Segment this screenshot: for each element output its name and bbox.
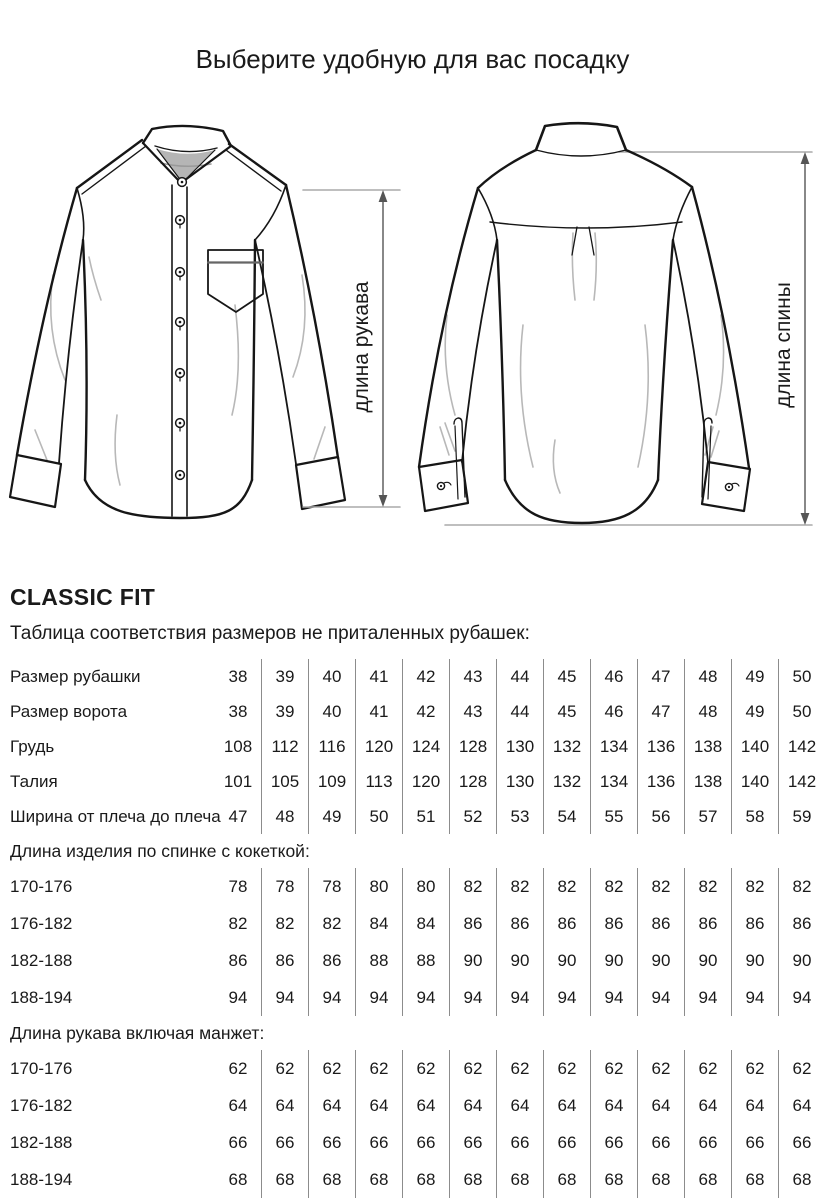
size-value-cell: 46: [590, 659, 637, 694]
size-value-cell: 56: [637, 799, 684, 834]
size-value-cell: 64: [637, 1087, 684, 1124]
table-row: [0, 1050, 825, 1087]
size-value-cell: 140: [731, 764, 778, 799]
size-value-cell: 82: [449, 868, 496, 905]
size-value-cell: 64: [261, 1087, 308, 1124]
size-value-cell: 66: [590, 1124, 637, 1161]
size-value-cell: 82: [543, 868, 590, 905]
table-row: [0, 979, 825, 1016]
size-value-cell: 68: [637, 1161, 684, 1198]
row-label: Размер ворота: [10, 701, 128, 721]
row-label: 176-182: [10, 913, 73, 933]
size-value-cell: 84: [402, 905, 449, 942]
shirt-front-diagram: [5, 115, 405, 545]
size-table: [0, 659, 825, 1198]
size-value-cell: 86: [228, 950, 248, 970]
size-value-cell: 94: [684, 979, 731, 1016]
size-value-cell: 45: [543, 694, 590, 729]
size-value-cell: 108: [223, 736, 253, 756]
table-row: [0, 694, 825, 729]
table-row: [0, 729, 825, 764]
size-value-cell: 90: [543, 942, 590, 979]
size-value-cell: 82: [496, 868, 543, 905]
size-value-cell: 68: [228, 1169, 248, 1189]
table-row: [0, 942, 825, 979]
size-value-cell: 140: [731, 729, 778, 764]
size-value-cell: 68: [543, 1161, 590, 1198]
size-value-cell: 94: [355, 979, 402, 1016]
back-length-measure: [772, 152, 809, 525]
size-value-cell: 47: [228, 806, 248, 826]
size-value-cell: 66: [778, 1124, 825, 1161]
size-value-cell: 48: [684, 659, 731, 694]
size-value-cell: 101: [223, 771, 253, 791]
size-value-cell: 38: [228, 701, 248, 721]
table-block: [0, 868, 825, 1016]
table-row: [0, 868, 825, 905]
size-value-cell: 82: [731, 868, 778, 905]
size-value-cell: 128: [449, 729, 496, 764]
size-value-cell: 136: [637, 729, 684, 764]
size-value-cell: 64: [355, 1087, 402, 1124]
shirt-back-drawing: [419, 123, 812, 525]
size-value-cell: 94: [590, 979, 637, 1016]
size-value-cell: 130: [496, 729, 543, 764]
arrowhead-down-icon: [379, 495, 388, 507]
table-row: [0, 799, 825, 834]
size-value-cell: 94: [637, 979, 684, 1016]
size-value-cell: 88: [355, 942, 402, 979]
size-value-cell: 64: [308, 1087, 355, 1124]
size-value-cell: 86: [778, 905, 825, 942]
size-value-cell: 62: [402, 1050, 449, 1087]
size-value-cell: 62: [228, 1058, 248, 1078]
size-value-cell: 54: [543, 799, 590, 834]
row-label: 170-176: [10, 1058, 73, 1078]
size-value-cell: 66: [543, 1124, 590, 1161]
size-value-cell: 90: [731, 942, 778, 979]
size-value-cell: 116: [308, 729, 355, 764]
size-value-cell: 132: [543, 729, 590, 764]
table-row: [0, 1087, 825, 1124]
size-value-cell: 66: [228, 1132, 248, 1152]
size-value-cell: 90: [449, 942, 496, 979]
size-value-cell: 82: [308, 905, 355, 942]
size-value-cell: 130: [496, 764, 543, 799]
size-value-cell: 49: [731, 659, 778, 694]
size-value-cell: 68: [402, 1161, 449, 1198]
size-value-cell: 58: [731, 799, 778, 834]
table-section-heading: Длина рукава включая манжет:: [10, 1022, 265, 1043]
table-row: [0, 764, 825, 799]
size-value-cell: 44: [496, 694, 543, 729]
size-value-cell: 88: [402, 942, 449, 979]
size-value-cell: 86: [543, 905, 590, 942]
size-value-cell: 82: [684, 868, 731, 905]
shirt-back-diagram: [405, 115, 825, 545]
size-value-cell: 62: [590, 1050, 637, 1087]
table-row: [0, 905, 825, 942]
size-value-cell: 62: [778, 1050, 825, 1087]
size-value-cell: 120: [355, 729, 402, 764]
size-value-cell: 66: [261, 1124, 308, 1161]
row-label: Грудь: [10, 736, 55, 756]
size-value-cell: 66: [449, 1124, 496, 1161]
size-value-cell: 82: [261, 905, 308, 942]
size-value-cell: 66: [684, 1124, 731, 1161]
size-value-cell: 86: [590, 905, 637, 942]
size-value-cell: 86: [261, 942, 308, 979]
cuff-buttons: [437, 482, 739, 490]
size-value-cell: 86: [308, 942, 355, 979]
fit-diagrams: [0, 115, 825, 545]
size-value-cell: 64: [402, 1087, 449, 1124]
table-row: [0, 1161, 825, 1198]
size-value-cell: 138: [684, 729, 731, 764]
size-value-cell: 82: [637, 868, 684, 905]
size-value-cell: 50: [778, 694, 825, 729]
fit-name-heading: CLASSIC FIT: [10, 584, 156, 610]
size-table-caption: Таблица соответствия размеров не приталенных рубашек:: [10, 623, 530, 644]
size-value-cell: 51: [402, 799, 449, 834]
size-value-cell: 94: [778, 979, 825, 1016]
size-value-cell: 62: [637, 1050, 684, 1087]
size-value-cell: 82: [778, 868, 825, 905]
size-value-cell: 94: [449, 979, 496, 1016]
size-value-cell: 90: [496, 942, 543, 979]
shirt-outline: [419, 123, 750, 523]
size-value-cell: 66: [355, 1124, 402, 1161]
fabric-fold-lines: [440, 233, 724, 493]
size-value-cell: 45: [543, 659, 590, 694]
size-value-cell: 47: [637, 659, 684, 694]
size-value-cell: 94: [308, 979, 355, 1016]
size-value-cell: 53: [496, 799, 543, 834]
size-value-cell: 90: [778, 942, 825, 979]
size-value-cell: 94: [496, 979, 543, 1016]
size-value-cell: 142: [778, 729, 825, 764]
size-value-cell: 68: [308, 1161, 355, 1198]
size-value-cell: 124: [402, 729, 449, 764]
size-value-cell: 50: [355, 799, 402, 834]
row-label: Размер рубашки: [10, 666, 141, 686]
size-value-cell: 49: [731, 694, 778, 729]
size-value-cell: 43: [449, 659, 496, 694]
size-value-cell: 120: [402, 764, 449, 799]
size-value-cell: 48: [261, 799, 308, 834]
row-label: Ширина от плеча до плеча: [10, 806, 221, 826]
size-value-cell: 80: [355, 868, 402, 905]
size-value-cell: 64: [684, 1087, 731, 1124]
size-value-cell: 38: [228, 666, 248, 686]
size-value-cell: 86: [449, 905, 496, 942]
arrowhead-down-icon: [801, 513, 810, 525]
size-value-cell: 47: [637, 694, 684, 729]
buttons: [176, 178, 187, 480]
size-value-cell: 66: [637, 1124, 684, 1161]
size-value-cell: 86: [731, 905, 778, 942]
table-section-heading: Длина изделия по спинке с кокеткой:: [10, 840, 310, 861]
size-value-cell: 86: [496, 905, 543, 942]
size-value-cell: 68: [355, 1161, 402, 1198]
size-value-cell: 134: [590, 764, 637, 799]
shirt-front-drawing: [10, 126, 400, 518]
size-value-cell: 64: [449, 1087, 496, 1124]
size-value-cell: 80: [402, 868, 449, 905]
size-value-cell: 68: [778, 1161, 825, 1198]
size-value-cell: 78: [261, 868, 308, 905]
row-label: 182-188: [10, 1132, 73, 1152]
size-value-cell: 64: [543, 1087, 590, 1124]
row-label: 188-194: [10, 1169, 73, 1189]
sleeve-length-measure: [303, 190, 400, 507]
size-value-cell: 39: [261, 659, 308, 694]
row-label: 182-188: [10, 950, 73, 970]
size-value-cell: 42: [402, 659, 449, 694]
size-value-cell: 94: [543, 979, 590, 1016]
size-value-cell: 82: [228, 913, 248, 933]
size-value-cell: 62: [543, 1050, 590, 1087]
size-value-cell: 94: [731, 979, 778, 1016]
size-value-cell: 78: [308, 868, 355, 905]
arrowhead-up-icon: [801, 152, 810, 164]
size-value-cell: 113: [355, 764, 402, 799]
size-value-cell: 112: [261, 729, 308, 764]
table-row: [0, 1124, 825, 1161]
size-value-cell: 109: [308, 764, 355, 799]
size-value-cell: 62: [308, 1050, 355, 1087]
size-value-cell: 46: [590, 694, 637, 729]
table-block: [0, 1050, 825, 1198]
size-value-cell: 66: [731, 1124, 778, 1161]
size-value-cell: 64: [228, 1095, 248, 1115]
size-value-cell: 66: [402, 1124, 449, 1161]
table-row: [0, 659, 825, 694]
size-value-cell: 64: [496, 1087, 543, 1124]
size-value-cell: 84: [355, 905, 402, 942]
back-length-label: длина спины: [772, 282, 795, 408]
size-value-cell: 90: [590, 942, 637, 979]
sleeve-length-label: длина рукава: [350, 281, 373, 413]
size-value-cell: 68: [496, 1161, 543, 1198]
size-value-cell: 66: [308, 1124, 355, 1161]
page-title: Выберите удобную для вас посадку: [195, 44, 630, 74]
size-value-cell: 136: [637, 764, 684, 799]
size-value-cell: 68: [731, 1161, 778, 1198]
size-value-cell: 62: [731, 1050, 778, 1087]
size-value-cell: 62: [684, 1050, 731, 1087]
size-value-cell: 94: [228, 987, 248, 1007]
row-label: 188-194: [10, 987, 73, 1007]
size-value-cell: 62: [496, 1050, 543, 1087]
size-value-cell: 41: [355, 694, 402, 729]
size-value-cell: 62: [449, 1050, 496, 1087]
size-value-cell: 68: [684, 1161, 731, 1198]
size-value-cell: 68: [261, 1161, 308, 1198]
size-value-cell: 142: [778, 764, 825, 799]
size-value-cell: 62: [355, 1050, 402, 1087]
size-value-cell: 41: [355, 659, 402, 694]
size-value-cell: 40: [308, 659, 355, 694]
size-value-cell: 134: [590, 729, 637, 764]
size-value-cell: 68: [449, 1161, 496, 1198]
size-value-cell: 55: [590, 799, 637, 834]
size-value-cell: 128: [449, 764, 496, 799]
size-value-cell: 39: [261, 694, 308, 729]
size-value-cell: 78: [228, 876, 248, 896]
size-value-cell: 68: [590, 1161, 637, 1198]
size-value-cell: 132: [543, 764, 590, 799]
arrowhead-up-icon: [379, 190, 388, 202]
size-value-cell: 40: [308, 694, 355, 729]
size-value-cell: 94: [261, 979, 308, 1016]
size-value-cell: 66: [496, 1124, 543, 1161]
size-value-cell: 49: [308, 799, 355, 834]
size-value-cell: 86: [684, 905, 731, 942]
size-value-cell: 86: [637, 905, 684, 942]
size-value-cell: 64: [778, 1087, 825, 1124]
size-value-cell: 50: [778, 659, 825, 694]
row-label: 170-176: [10, 876, 73, 896]
size-value-cell: 64: [731, 1087, 778, 1124]
size-value-cell: 64: [590, 1087, 637, 1124]
size-value-cell: 42: [402, 694, 449, 729]
size-value-cell: 52: [449, 799, 496, 834]
size-value-cell: 138: [684, 764, 731, 799]
size-value-cell: 59: [778, 799, 825, 834]
row-label: 176-182: [10, 1095, 73, 1115]
size-value-cell: 44: [496, 659, 543, 694]
size-value-cell: 62: [261, 1050, 308, 1087]
size-value-cell: 90: [637, 942, 684, 979]
size-value-cell: 90: [684, 942, 731, 979]
size-value-cell: 48: [684, 694, 731, 729]
row-label: Талия: [10, 771, 58, 791]
size-value-cell: 82: [590, 868, 637, 905]
size-value-cell: 57: [684, 799, 731, 834]
size-value-cell: 105: [261, 764, 308, 799]
size-value-cell: 43: [449, 694, 496, 729]
size-value-cell: 94: [402, 979, 449, 1016]
table-block: [0, 659, 825, 834]
